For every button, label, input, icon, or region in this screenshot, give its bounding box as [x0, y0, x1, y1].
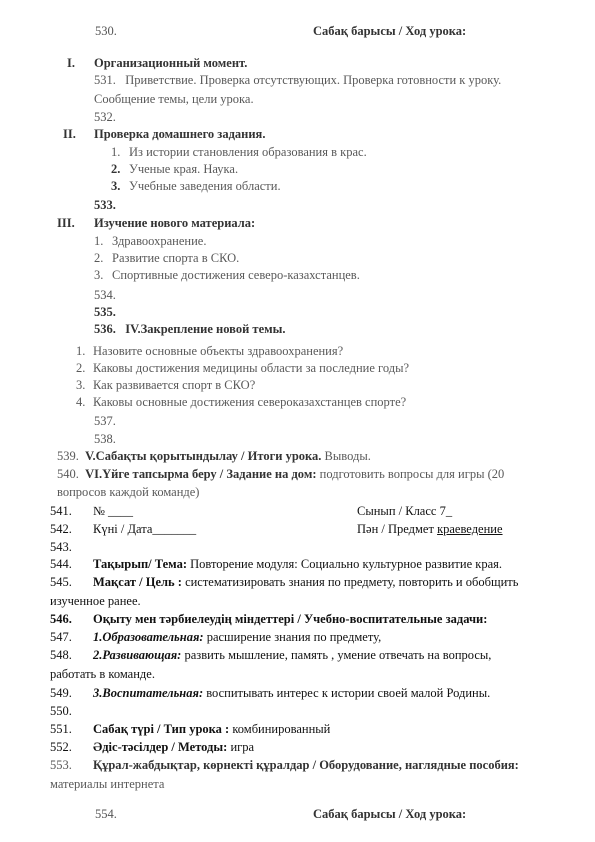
line-text: игра	[227, 740, 255, 754]
paragraph-line: изученное ранее.	[50, 594, 141, 608]
section-heading: Сабақ барысы / Ход урока:	[313, 24, 467, 38]
paragraph-line	[50, 575, 518, 590]
bold-label: Сабақ түрі / Тип урока :	[93, 722, 230, 736]
paragraph-line	[50, 557, 502, 572]
line-text: расширение знания по предмету,	[203, 630, 382, 644]
paragraph-line	[57, 467, 504, 482]
line-number: 537.	[94, 414, 116, 428]
line-text: развить мышление, память , умение отвечать на вопросы,	[181, 648, 492, 662]
line-text: Оқыту мен тәрбиелеудің міндеттері / Учебно-воспитательные задачи:	[93, 612, 488, 626]
line-number: 554.	[95, 807, 117, 821]
bold-label: Құрал-жабдықтар, көрнекті құралдар / Оборудование, наглядные пособия:	[93, 758, 519, 772]
subject-value: краеведение	[437, 522, 503, 536]
section-title: Проверка домашнего задания.	[94, 127, 266, 141]
subject-field	[357, 522, 503, 537]
roman-numeral: III.	[57, 216, 75, 230]
line-number: 545.	[50, 575, 72, 589]
number-field: № ____	[93, 504, 134, 518]
line-text: Повторение модуля: Социально культурное развитие края.	[187, 557, 502, 571]
line-text: подготовить вопросы для игры (20	[316, 467, 505, 481]
list-item-number: 2.	[94, 251, 104, 265]
list-item-text: Здравоохранение.	[112, 234, 207, 248]
list-item	[111, 162, 238, 177]
bold-italic-label: 1.Образовательная:	[93, 630, 204, 644]
date-field: Күні / Дата_______	[93, 522, 197, 536]
line-number: 535.	[94, 305, 116, 319]
paragraph-line: работать в команде.	[50, 667, 155, 681]
question-item	[76, 344, 343, 359]
list-item	[94, 268, 360, 283]
line-number: 542.	[50, 522, 72, 536]
line-number: 536.	[94, 322, 116, 336]
roman-numeral: I.	[67, 56, 75, 70]
class-field: Сынып / Класс 7_	[357, 504, 453, 518]
line-number: 540.	[57, 467, 79, 481]
line-number: 539.	[57, 449, 79, 463]
question-text: Каковы основные достижения североказахстанцев спорте?	[93, 395, 407, 409]
list-item-text: Ученые края. Наука.	[129, 162, 239, 176]
section-title	[94, 322, 286, 337]
line-number: 543.	[50, 540, 72, 554]
paragraph-line	[50, 740, 254, 755]
question-text: Каковы достижения медицины области за последние годы?	[93, 361, 410, 375]
question-text: Назовите основные объекты здравоохранения?	[93, 344, 344, 358]
paragraph-line: вопросов каждой команде)	[57, 485, 200, 499]
line-number: 541.	[50, 504, 72, 518]
paragraph-line	[50, 758, 519, 773]
section-title: Организационный момент.	[94, 56, 248, 70]
question-number: 2.	[76, 361, 86, 375]
question-text: Как развивается спорт в СКО?	[93, 378, 256, 392]
line-number: 551.	[50, 722, 72, 736]
paragraph-line	[50, 722, 330, 737]
list-item	[111, 179, 281, 194]
line-number: 549.	[50, 686, 72, 700]
section-title-text: IV.Закрепление новой темы.	[125, 322, 286, 336]
subject-label: Пән / Предмет	[357, 522, 438, 536]
line-number: 533.	[94, 198, 116, 212]
section-heading: Сабақ барысы / Ход урока:	[313, 807, 467, 821]
paragraph-line	[94, 73, 501, 88]
bold-label: Мақсат / Цель :	[93, 575, 182, 589]
bold-label: VI.Үйге тапсырма беру / Задание на дом:	[85, 467, 317, 481]
list-item-text: Развитие спорта в СКО.	[112, 251, 240, 265]
bold-italic-label: 3.Воспитательная:	[93, 686, 204, 700]
line-number: 548.	[50, 648, 72, 662]
list-item-number: 1.	[94, 234, 104, 248]
line-number: 550.	[50, 704, 72, 718]
question-item	[76, 378, 255, 393]
question-number: 3.	[76, 378, 86, 392]
paragraph-line	[50, 612, 487, 627]
bold-italic-label: 2.Развивающая:	[93, 648, 182, 662]
line-number: 534.	[94, 288, 116, 302]
line-text: Выводы.	[321, 449, 371, 463]
bold-label: Тақырып/ Тема:	[93, 557, 188, 571]
list-item-number: 3.	[94, 268, 104, 282]
list-item	[94, 251, 239, 266]
roman-numeral: II.	[63, 127, 76, 141]
line-number: 546.	[50, 612, 72, 626]
question-number: 1.	[76, 344, 86, 358]
paragraph-line	[50, 648, 491, 663]
list-item-number: 1.	[111, 145, 121, 159]
question-item	[76, 395, 406, 410]
line-text: систематизировать знания по предмету, повторить и обобщить	[181, 575, 519, 589]
bold-label: V.Сабақты қорытындылау / Итоги урока.	[85, 449, 322, 463]
line-number: 552.	[50, 740, 72, 754]
line-number: 544.	[50, 557, 72, 571]
question-item	[76, 361, 409, 376]
line-text: воспитывать интерес к истории своей малой Родины.	[203, 686, 491, 700]
line-number: 531.	[94, 73, 116, 87]
line-number: 547.	[50, 630, 72, 644]
list-item	[94, 234, 206, 249]
line-text: комбинированный	[229, 722, 331, 736]
paragraph-line: Сообщение темы, цели урока.	[94, 92, 254, 106]
bold-label: Әдіс-тәсілдер / Методы:	[93, 740, 228, 754]
line-text: Приветствие. Проверка отсутствующих. Проверка готовности к уроку.	[125, 73, 502, 87]
line-number: 532.	[94, 110, 116, 124]
list-item-text: Спортивные достижения северо-казахстанцев.	[112, 268, 360, 282]
section-title: Изучение нового материала:	[94, 216, 256, 230]
list-item-number: 3.	[111, 179, 121, 193]
list-item-number: 2.	[111, 162, 121, 176]
line-number: 530.	[95, 24, 117, 38]
paragraph-line	[50, 630, 381, 645]
line-number: 538.	[94, 432, 116, 446]
question-number: 4.	[76, 395, 86, 409]
list-item-text: Учебные заведения области.	[129, 179, 281, 193]
paragraph-line: материалы интернета	[50, 777, 165, 791]
paragraph-line	[50, 686, 490, 701]
paragraph-line	[57, 449, 371, 464]
list-item-text: Из истории становления образования в крас.	[129, 145, 367, 159]
list-item	[111, 145, 367, 160]
line-number: 553.	[50, 758, 72, 772]
